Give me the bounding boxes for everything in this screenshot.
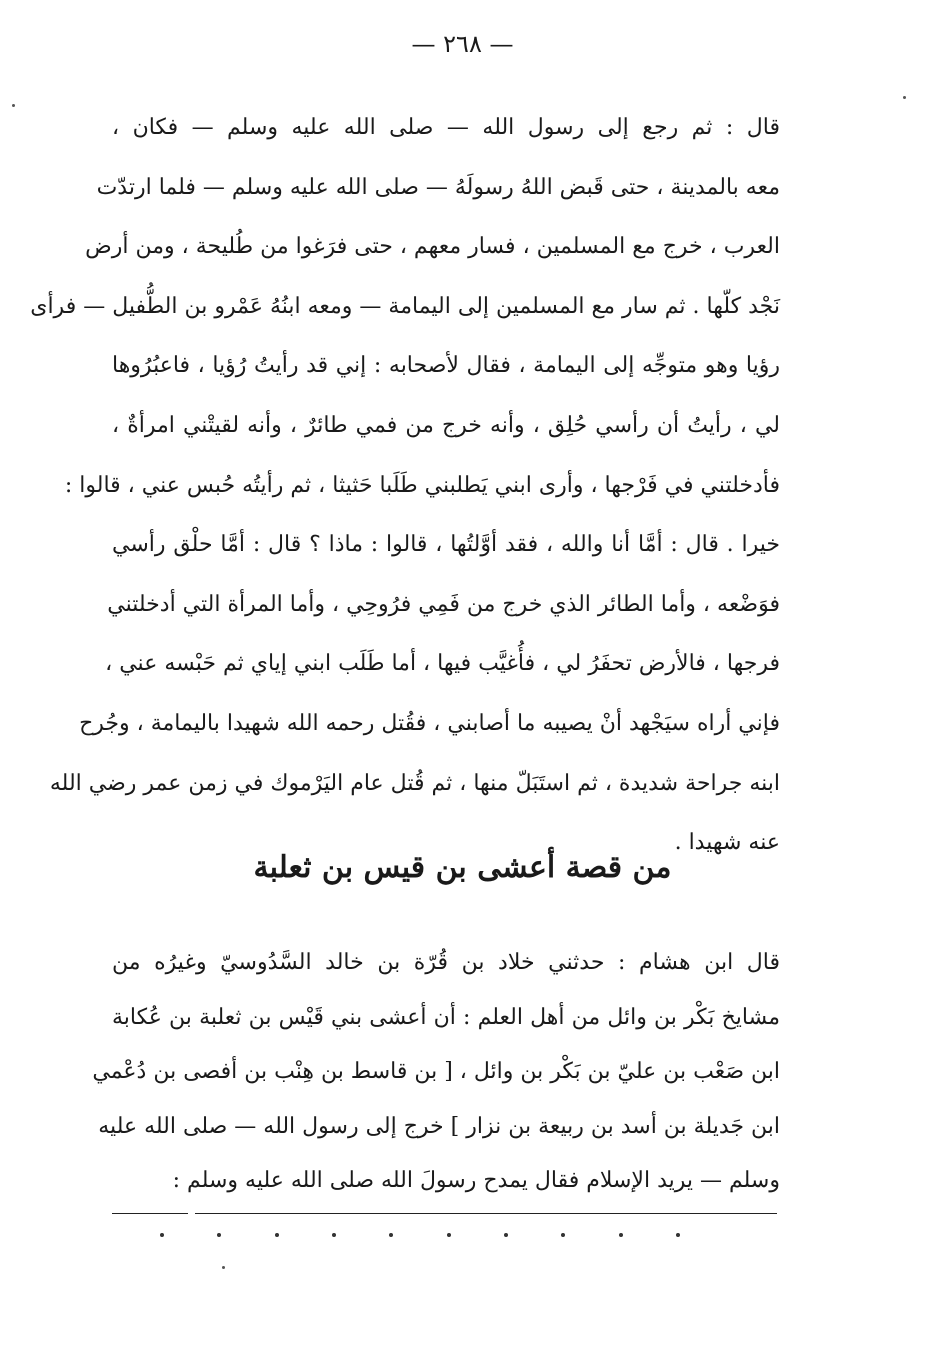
footnote-rule-left — [112, 1213, 188, 1214]
page-number: — ٢٦٨ — — [411, 30, 514, 58]
footnote-dot — [217, 1233, 221, 1237]
text-line: ابن جَديلة بن أسد بن ربيعة بن نزار ] خرج إلى رسول الله — صلى الله عليه — [98, 1113, 780, 1139]
text-line: فإني أراه سيَجْهد أنْ يصيبه ما أصابني ، فقُتل رحمه الله شهيدا باليمامة ، وجُرح — [79, 710, 780, 736]
scan-speck — [222, 1266, 225, 1269]
footnote-dot — [389, 1233, 393, 1237]
text-line: معه بالمدينة ، حتى قَبض اللهُ رسولَهُ — صلى الله عليه وسلم — فلما ارتدّت — [96, 174, 780, 200]
footnote-dot — [332, 1233, 336, 1237]
footnote-dot — [275, 1233, 279, 1237]
footnote-dot — [619, 1233, 623, 1237]
text-line: عنه شهيدا . — [674, 830, 780, 856]
text-line: فرجها ، فالأرض تحفَرُ لي ، فأُغيَّب فيها ، أما طَلَب ابني إياي ثم حَبْسه عني ، — [105, 651, 780, 677]
footnote-rule-right — [195, 1213, 777, 1214]
footnote-dot-row — [160, 1233, 680, 1237]
footnote-dot — [160, 1233, 164, 1237]
text-line: فأدخلتني في فَرْجها ، وأرى ابني يَطلبني طَلَبا حَثيثا ، ثم رأيتُه حُبس عني ، قالوا : — [64, 472, 780, 498]
scan-speck — [12, 104, 15, 107]
footnote-dot — [447, 1233, 451, 1237]
paragraph-story-tufayl — [30, 98, 780, 873]
text-line: وسلم — يريد الإسلام فقال يمدح رسولَ الله صلى الله عليه وسلم : — [172, 1168, 780, 1193]
text-line: مشايخ بَكْر بن وائل من أهل العلم : أن أعشى بني قَيْس بن ثعلبة بن عُكابة — [112, 1004, 780, 1030]
text-line: خيرا . قال : أمَّا أنا والله ، فقد أوَّلتُها ، قالوا : ماذا ؟ قال : أمَّا حلْق رأسي — [112, 532, 780, 558]
text-line: فوَضْعه ، وأما الطائر الذي خرج من فَمِي فرُوحِي ، وأما المرأة التي أدخلتني — [107, 591, 780, 617]
footnote-dot — [676, 1233, 680, 1237]
footnote-dot — [561, 1233, 565, 1237]
text-line: قال : ثم رجع إلى رسول الله — صلى الله عليه وسلم — فكان ، — [112, 115, 780, 140]
text-line: ابنه جراحة شديدة ، ثم استَبَلّ منها ، ثم قُتل عام اليَرْموك في زمن عمر رضي الله — [49, 770, 780, 796]
text-line: رؤيا وهو متوجِّه إلى اليمامة ، فقال لأصحابه : إني قد رأيتُ رُؤيا ، فاعبُرُوها — [112, 353, 780, 379]
text-line: لي ، رأيتُ أن رأسي حُلِق ، وأنه خرج من فمي طائرٌ ، وأنه لقيتْني امرأةٌ ، — [112, 412, 780, 438]
text-line: العرب ، خرج مع المسلمين ، فسار معهم ، حتى فرَغوا من طُليحة ، ومن أرض — [85, 234, 780, 260]
section-heading: من قصة أعشى بن قيس بن ثعلبة — [253, 850, 672, 885]
scan-speck — [903, 96, 906, 99]
footnote-dot — [504, 1233, 508, 1237]
paragraph-story-asha — [92, 936, 780, 1209]
text-line: ابن صَعْب بن عليّ بن بَكْر بن وائل ، [ بن قاسط بن هِنْب بن أفصى بن دُعْمي — [92, 1059, 780, 1084]
text-line: نَجْد كلّها . ثم سار مع المسلمين إلى اليمامة — ومعه ابنُهُ عَمْرو بن الطُّفيل — فرأى — [30, 293, 780, 319]
text-line: قال ابن هشام : حدثني خلاد بن قُرّة بن خالد السَّدُوسيّ وغيرُه من — [112, 950, 780, 975]
